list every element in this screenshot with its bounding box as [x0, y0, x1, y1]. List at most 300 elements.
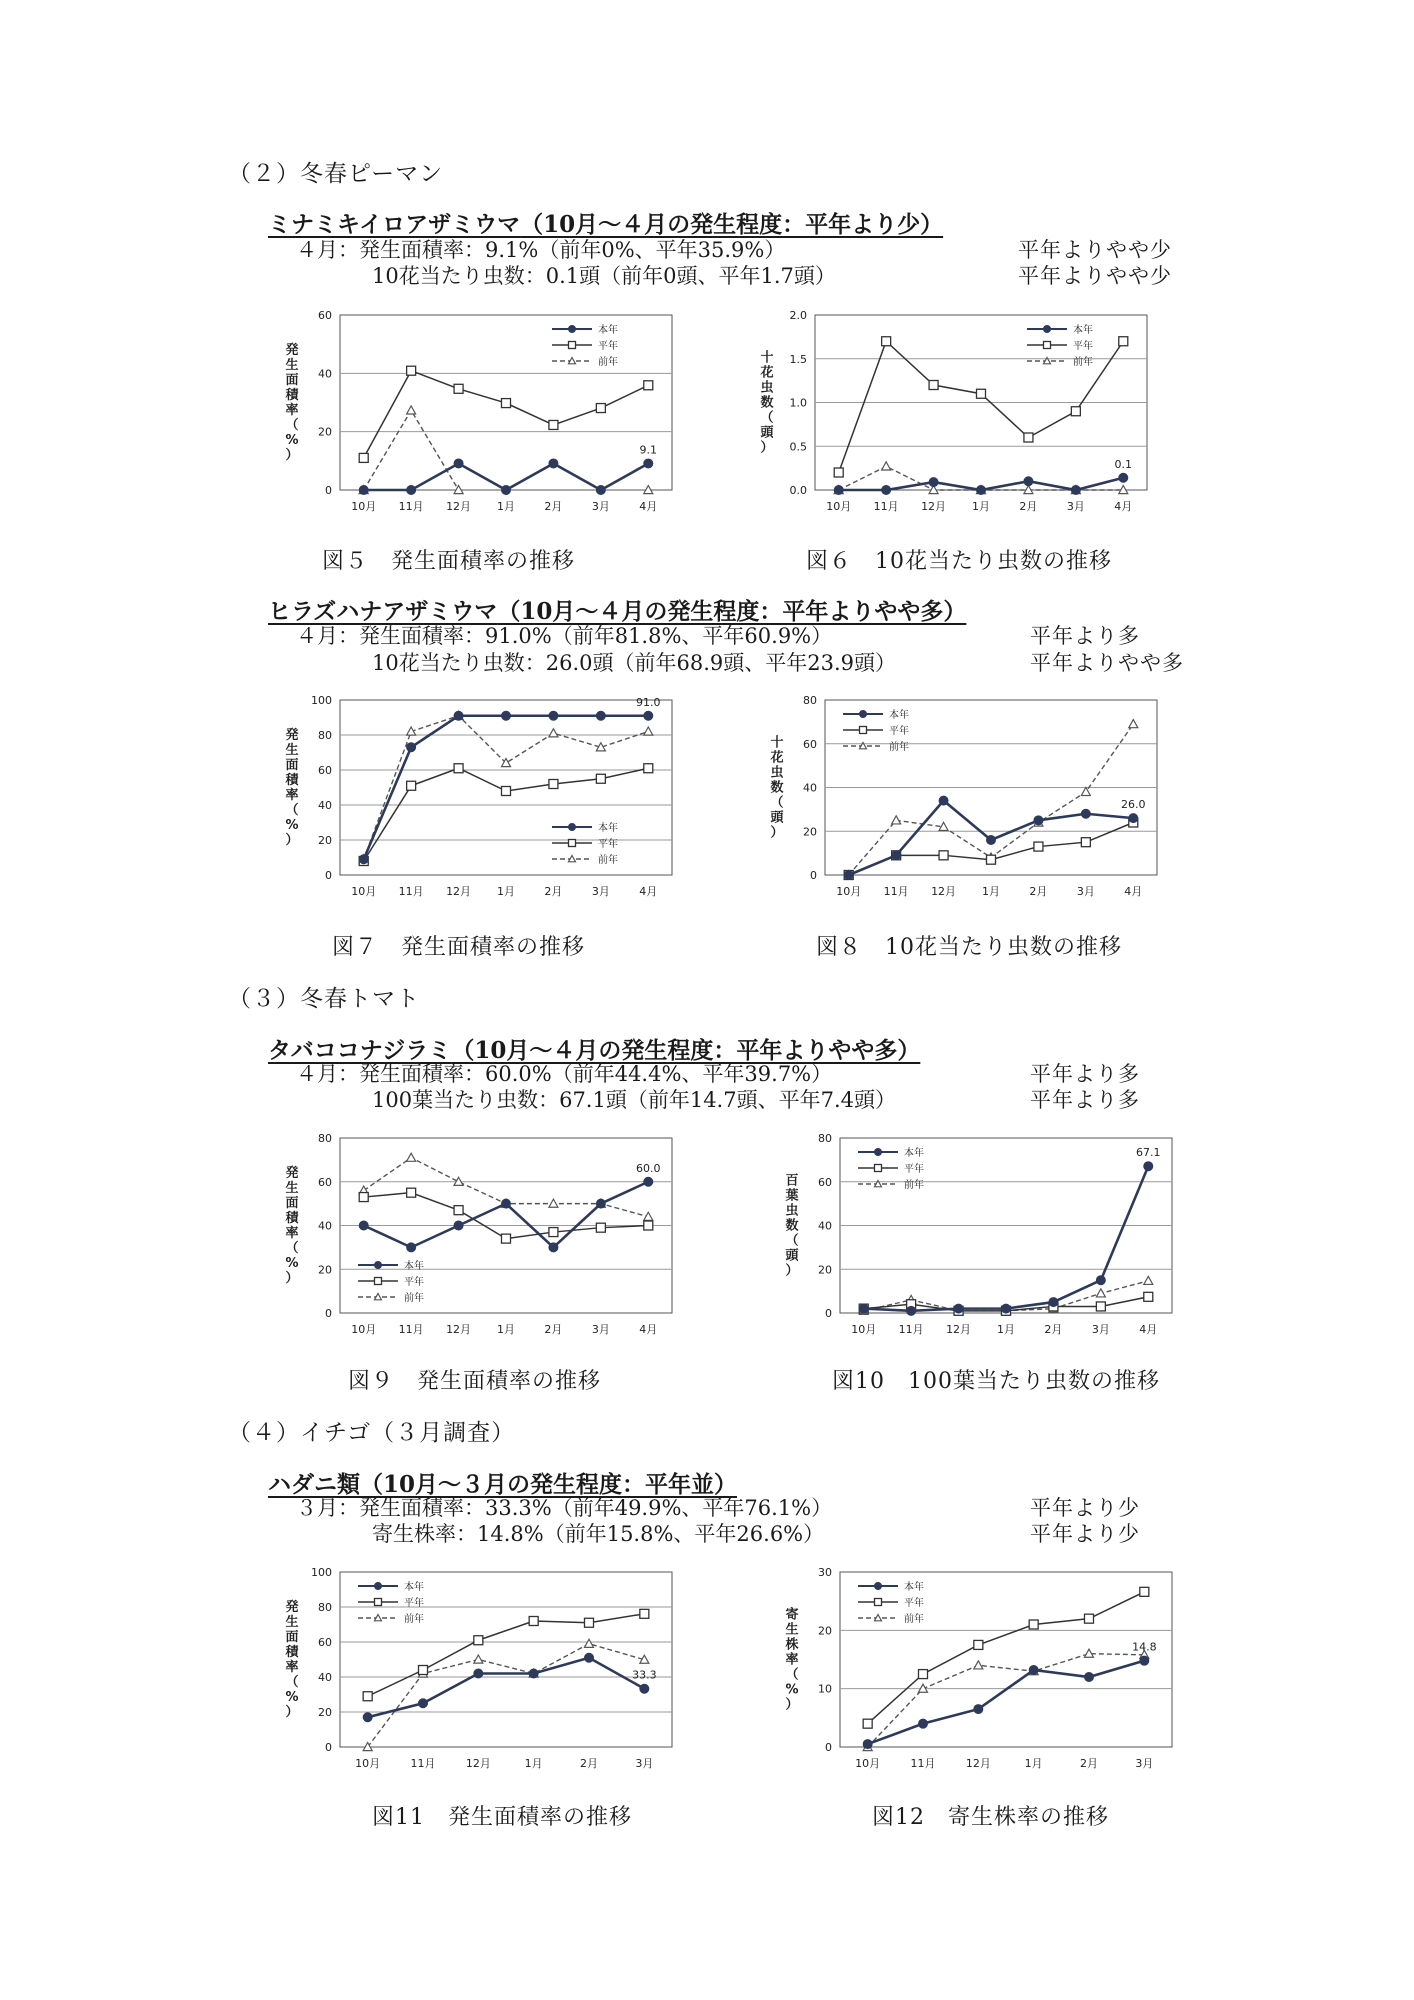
data-point [419, 1699, 428, 1708]
section-title-strawberry: （４）イチゴ（３月調査） [228, 1420, 516, 1446]
x-tick-label: 4月 [639, 885, 658, 898]
x-tick-label: 3月 [591, 885, 610, 898]
legend-label: 前年 [404, 1614, 424, 1625]
y-axis-label: 十花虫数（頭） [760, 350, 774, 456]
data-point [407, 1243, 416, 1252]
data-point [502, 1234, 511, 1243]
data-point [892, 851, 901, 860]
x-tick-label: 3月 [1091, 1323, 1110, 1336]
y-tick-label: 10 [818, 1682, 832, 1696]
chart-fig12 [770, 1562, 1190, 1787]
x-tick-label: 12月 [965, 1757, 991, 1770]
data-point [549, 459, 558, 468]
y-tick-label: 80 [318, 729, 332, 742]
x-tick-label: 1月 [1024, 1757, 1043, 1770]
data-point [1085, 1614, 1094, 1623]
chart-fig11 [270, 1562, 690, 1787]
chart-svg [745, 305, 1165, 530]
data-label: 26.0 [1121, 798, 1146, 812]
y-tick-label: 1.5 [789, 352, 807, 366]
data-point [640, 1609, 649, 1618]
y-tick-label: 80 [818, 1132, 832, 1145]
legend-label: 平年 [904, 1598, 924, 1609]
y-axis-label: 発生面積率（%） [285, 728, 299, 848]
legend-marker [569, 840, 576, 847]
legend-marker [569, 824, 576, 831]
y-tick-label: 20 [803, 825, 817, 839]
x-tick-label: 11月 [898, 1323, 924, 1336]
plot-frame [840, 1572, 1172, 1747]
chart-svg [755, 690, 1175, 915]
x-tick-label: 2月 [580, 1757, 598, 1770]
data-point [644, 1221, 653, 1230]
x-tick-label: 2月 [1044, 1323, 1063, 1336]
pest-eval-area: 平年よりやや少 [1018, 238, 1172, 262]
x-tick-label: 10月 [351, 500, 377, 513]
x-tick-label: 4月 [1139, 1323, 1158, 1336]
y-tick-label: 20 [818, 1624, 832, 1638]
chart-svg [770, 1128, 1190, 1353]
data-point [407, 1188, 416, 1197]
data-point [502, 399, 511, 408]
legend-marker [1044, 326, 1051, 333]
legend-label: 本年 [904, 1148, 924, 1159]
data-point [1144, 1292, 1153, 1301]
data-point [502, 1199, 511, 1208]
y-tick-label: 100 [311, 694, 332, 707]
data-point [974, 1640, 983, 1649]
legend-label: 前年 [404, 1293, 424, 1304]
data-point [596, 404, 605, 413]
data-point [359, 453, 368, 462]
y-tick-label: 0 [325, 1741, 332, 1754]
data-point [987, 855, 996, 864]
x-tick-label: 12月 [465, 1757, 491, 1770]
x-tick-label: 1月 [524, 1757, 543, 1770]
data-point [363, 1692, 372, 1701]
data-label: 33.3 [632, 1668, 657, 1682]
data-point [549, 711, 558, 720]
y-tick-label: 40 [318, 367, 332, 381]
x-tick-label: 1月 [497, 1323, 515, 1336]
legend [858, 1580, 924, 1625]
data-point [644, 1177, 653, 1186]
data-point [502, 711, 511, 720]
caption-fig10: 図10 100葉当たり虫数の推移 [832, 1369, 1160, 1394]
x-tick-label: 10月 [351, 885, 377, 898]
data-point [644, 459, 653, 468]
y-tick-label: 0 [810, 869, 817, 882]
data-point [834, 468, 843, 477]
legend-marker [875, 1599, 882, 1606]
y-tick-label: 0.0 [789, 484, 807, 497]
x-tick-label: 1月 [982, 885, 1000, 898]
pest-period: （10月～４月の発生程度：平年よりやや多） [497, 598, 967, 625]
pest-name: ミナミキイロアザミウマ [268, 211, 521, 238]
x-tick-label: 12月 [446, 500, 472, 513]
legend-marker [860, 711, 867, 718]
x-tick-label: 10月 [826, 500, 852, 513]
legend-label: 本年 [889, 710, 909, 721]
data-point [549, 1243, 558, 1252]
pest-line-area: ４月：発生面積率：9.1%（前年0%、平年35.9%） [296, 238, 786, 262]
x-tick-label: 12月 [446, 885, 472, 898]
legend [858, 1146, 924, 1191]
data-point [1144, 1162, 1153, 1171]
data-point [596, 1223, 605, 1232]
pest-eval-count: 平年よりやや多 [1030, 651, 1184, 675]
data-label: 91.0 [636, 695, 661, 709]
y-tick-label: 40 [318, 1219, 332, 1233]
y-tick-label: 60 [318, 1175, 332, 1189]
data-point [454, 711, 463, 720]
data-label: 60.0 [636, 1161, 661, 1175]
x-tick-label: 1月 [997, 1323, 1015, 1336]
data-label: 9.1 [639, 443, 658, 457]
caption-fig11: 図11 発生面積率の推移 [372, 1805, 632, 1830]
x-tick-label: 4月 [639, 500, 658, 513]
chart-fig7 [270, 690, 690, 915]
chart-svg [270, 1128, 690, 1353]
legend-label: 平年 [598, 341, 618, 352]
data-point [859, 1304, 868, 1313]
legend-label: 本年 [598, 823, 618, 834]
y-tick-label: 1.0 [789, 396, 807, 410]
data-point [1024, 477, 1033, 486]
data-point [454, 1221, 463, 1230]
data-point [474, 1636, 483, 1645]
data-point [1140, 1587, 1149, 1596]
data-point [407, 486, 416, 495]
pest-eval-area: 平年より少 [1030, 1496, 1140, 1520]
data-point [907, 1306, 916, 1315]
data-point [882, 486, 891, 495]
pest-period: （10月～４月の発生程度：平年よりやや多） [451, 1037, 921, 1064]
y-axis-label: 十花虫数（頭） [770, 735, 784, 841]
y-tick-label: 0 [325, 1307, 332, 1320]
pest-eval-area: 平年より多 [1030, 1062, 1140, 1086]
x-tick-label: 3月 [1135, 1757, 1154, 1770]
data-point [1002, 1304, 1011, 1313]
data-point [1096, 1276, 1105, 1285]
legend-marker [875, 1583, 882, 1590]
legend [552, 323, 618, 368]
data-label: 0.1 [1114, 457, 1133, 471]
x-tick-label: 2月 [1080, 1757, 1098, 1770]
legend-label: 前年 [1073, 357, 1093, 368]
x-tick-label: 11月 [883, 885, 909, 898]
data-point [919, 1670, 928, 1679]
data-point [529, 1669, 538, 1678]
data-point [1140, 1656, 1149, 1665]
chart-svg [270, 1562, 690, 1787]
x-tick-label: 1月 [497, 885, 515, 898]
y-axis-label: 発生面積率（%） [285, 1600, 299, 1720]
y-tick-label: 60 [818, 1175, 832, 1189]
x-tick-label: 11月 [910, 1757, 936, 1770]
data-point [454, 1206, 463, 1215]
pest-line-count: 10花当たり虫数：0.1頭（前年0頭、平年1.7頭） [372, 264, 836, 288]
section-title-pepper: （２）冬春ピーマン [228, 161, 444, 187]
y-tick-label: 40 [818, 1219, 832, 1233]
y-tick-label: 60 [803, 737, 817, 751]
legend-label: 平年 [889, 726, 909, 737]
pest-name: ヒラズハナアザミウマ [268, 598, 498, 625]
x-tick-label: 2月 [1019, 500, 1038, 513]
caption-fig9: 図９ 発生面積率の推移 [348, 1369, 602, 1394]
y-tick-label: 80 [803, 694, 817, 707]
y-tick-label: 60 [318, 309, 332, 322]
data-point [1096, 1302, 1105, 1311]
legend-label: 本年 [904, 1582, 924, 1593]
pest-line-area: ４月：発生面積率：91.0%（前年81.8%、平年60.9%） [296, 624, 833, 648]
data-point [987, 836, 996, 845]
x-tick-label: 1月 [972, 500, 990, 513]
legend [843, 708, 909, 753]
pest-line-count: 100葉当たり虫数：67.1頭（前年14.7頭、平年7.4頭） [372, 1088, 896, 1112]
data-point [1029, 1620, 1038, 1629]
legend-label: 本年 [404, 1261, 424, 1272]
data-point [1071, 407, 1080, 416]
data-point [549, 780, 558, 789]
x-tick-label: 10月 [355, 1757, 381, 1770]
data-point [596, 711, 605, 720]
data-point [454, 384, 463, 393]
y-tick-label: 40 [803, 781, 817, 795]
chart-svg [270, 305, 690, 530]
pest-name: タバココナジラミ [268, 1037, 452, 1064]
data-point [407, 366, 416, 375]
y-axis-label: 百葉虫数（頭） [785, 1173, 799, 1279]
legend-marker [375, 1278, 382, 1285]
legend-label: 前年 [904, 1614, 924, 1625]
data-point [1081, 809, 1090, 818]
legend-marker [569, 342, 576, 349]
y-tick-label: 20 [318, 1263, 332, 1277]
y-tick-label: 80 [318, 1132, 332, 1145]
chart-fig8 [755, 690, 1175, 915]
x-tick-label: 11月 [410, 1757, 436, 1770]
legend-marker [860, 727, 867, 734]
data-point [929, 381, 938, 390]
y-tick-label: 30 [818, 1566, 832, 1579]
x-tick-label: 11月 [873, 500, 899, 513]
legend-label: 平年 [904, 1164, 924, 1175]
legend-label: 平年 [404, 1598, 424, 1609]
data-point [1085, 1673, 1094, 1682]
legend [358, 1580, 424, 1625]
y-tick-label: 100 [311, 1566, 332, 1579]
pest-eval-count: 平年よりやや少 [1018, 264, 1172, 288]
data-point [585, 1653, 594, 1662]
x-tick-label: 2月 [544, 885, 563, 898]
data-point [474, 1669, 483, 1678]
data-point [644, 764, 653, 773]
x-tick-label: 12月 [921, 500, 947, 513]
caption-fig12: 図12 寄生株率の推移 [872, 1805, 1109, 1830]
data-point [1049, 1298, 1058, 1307]
x-tick-label: 1月 [497, 500, 515, 513]
data-point [919, 1719, 928, 1728]
data-point [834, 486, 843, 495]
data-point [596, 774, 605, 783]
data-point [863, 1740, 872, 1749]
x-tick-label: 10月 [855, 1757, 881, 1770]
chart-fig9 [270, 1128, 690, 1353]
x-tick-label: 10月 [851, 1323, 877, 1336]
y-tick-label: 0 [325, 869, 332, 882]
legend-label: 前年 [904, 1180, 924, 1191]
legend-label: 本年 [404, 1582, 424, 1593]
pest-name: ハダニ類 [268, 1471, 360, 1498]
x-tick-label: 3月 [1066, 500, 1085, 513]
x-tick-label: 3月 [591, 500, 610, 513]
data-point [596, 486, 605, 495]
y-tick-label: 0 [325, 484, 332, 497]
x-tick-label: 4月 [1114, 500, 1133, 513]
data-point [939, 796, 948, 805]
y-tick-label: 0 [825, 1741, 832, 1754]
x-tick-label: 12月 [446, 1323, 472, 1336]
data-point [407, 743, 416, 752]
data-point [1081, 838, 1090, 847]
pest-eval-count: 平年より少 [1030, 1522, 1140, 1546]
chart-svg [770, 1562, 1190, 1787]
legend-label: 本年 [1073, 325, 1093, 336]
pest-eval-count: 平年より多 [1030, 1088, 1140, 1112]
x-tick-label: 10月 [351, 1323, 377, 1336]
data-point [1029, 1666, 1038, 1675]
data-point [1024, 433, 1033, 442]
legend-label: 前年 [598, 357, 618, 368]
x-tick-label: 2月 [544, 500, 563, 513]
legend-label: 平年 [598, 839, 618, 850]
section-title-tomato: （３）冬春トマト [228, 986, 420, 1012]
data-point [585, 1618, 594, 1627]
x-tick-label: 3月 [635, 1757, 654, 1770]
data-point [549, 420, 558, 429]
data-point [454, 459, 463, 468]
data-point [844, 871, 853, 880]
x-tick-label: 12月 [931, 885, 957, 898]
data-point [529, 1617, 538, 1626]
caption-fig5: 図５ 発生面積率の推移 [322, 549, 576, 574]
legend-marker [569, 326, 576, 333]
x-tick-label: 11月 [398, 885, 424, 898]
chart-fig10 [770, 1128, 1190, 1353]
legend-marker [375, 1262, 382, 1269]
legend-label: 前年 [598, 855, 618, 866]
data-point [1071, 486, 1080, 495]
data-point [644, 711, 653, 720]
data-point [1129, 814, 1138, 823]
y-tick-label: 80 [318, 1601, 332, 1614]
x-tick-label: 12月 [946, 1323, 972, 1336]
x-tick-label: 4月 [1124, 885, 1143, 898]
y-tick-label: 40 [318, 799, 332, 812]
pest-line-area: ４月：発生面積率：60.0%（前年44.4%、平年39.7%） [296, 1062, 833, 1086]
legend-marker [875, 1149, 882, 1156]
plot-frame [340, 1572, 672, 1747]
y-axis-label: 寄生株率（%） [785, 1607, 799, 1713]
pest-eval-area: 平年より多 [1030, 624, 1140, 648]
data-point [359, 855, 368, 864]
data-point [1034, 816, 1043, 825]
caption-fig6: 図６ 10花当たり虫数の推移 [806, 549, 1112, 574]
legend-label: 本年 [598, 325, 618, 336]
data-point [549, 1228, 558, 1237]
data-point [977, 486, 986, 495]
legend [552, 821, 618, 866]
x-tick-label: 4月 [639, 1323, 658, 1336]
x-tick-label: 11月 [398, 1323, 424, 1336]
data-point [1119, 337, 1128, 346]
data-point [407, 781, 416, 790]
legend-marker [375, 1583, 382, 1590]
data-point [454, 764, 463, 773]
pest-line-area: ３月：発生面積率：33.3%（前年49.9%、平年76.1%） [296, 1496, 833, 1520]
chart-fig6 [745, 305, 1165, 530]
data-point [954, 1304, 963, 1313]
pest-period: （10月～３月の発生程度：平年並） [360, 1471, 738, 1498]
legend-marker [875, 1165, 882, 1172]
data-point [502, 787, 511, 796]
data-point [977, 389, 986, 398]
data-point [359, 486, 368, 495]
data-label: 67.1 [1136, 1146, 1161, 1160]
data-point [419, 1666, 428, 1675]
data-point [359, 1193, 368, 1202]
data-point [882, 337, 891, 346]
pest-line-count: 寄生株率：14.8%（前年15.8%、平年26.6%） [372, 1522, 825, 1546]
y-tick-label: 60 [318, 1636, 332, 1649]
data-point [929, 478, 938, 487]
pest-period: （10月～４月の発生程度：平年より少） [520, 211, 944, 238]
legend-label: 平年 [404, 1277, 424, 1288]
legend-label: 平年 [1073, 341, 1093, 352]
y-tick-label: 20 [318, 1706, 332, 1719]
y-axis-label: 発生面積率（%） [285, 343, 299, 463]
legend [358, 1259, 424, 1304]
data-label: 14.8 [1132, 1640, 1157, 1654]
caption-fig8: 図８ 10花当たり虫数の推移 [816, 935, 1122, 960]
caption-fig7: 図７ 発生面積率の推移 [332, 935, 586, 960]
chart-svg [270, 690, 690, 915]
data-point [596, 1199, 605, 1208]
data-point [939, 851, 948, 860]
x-tick-label: 3月 [591, 1323, 610, 1336]
y-tick-label: 20 [318, 425, 332, 439]
y-tick-label: 0.5 [789, 440, 807, 454]
pest-line-count: 10花当たり虫数：26.0頭（前年68.9頭、平年23.9頭） [372, 651, 896, 675]
legend-marker [375, 1599, 382, 1606]
data-point [502, 486, 511, 495]
data-point [1119, 473, 1128, 482]
y-tick-label: 2.0 [789, 309, 807, 322]
y-tick-label: 20 [318, 834, 332, 847]
y-tick-label: 40 [318, 1671, 332, 1684]
data-point [359, 1221, 368, 1230]
data-point [1034, 842, 1043, 851]
x-tick-label: 11月 [398, 500, 424, 513]
y-tick-label: 0 [825, 1307, 832, 1320]
x-tick-label: 2月 [544, 1323, 563, 1336]
x-tick-label: 3月 [1076, 885, 1095, 898]
data-point [640, 1684, 649, 1693]
data-point [863, 1719, 872, 1728]
data-point [363, 1713, 372, 1722]
data-point [644, 381, 653, 390]
